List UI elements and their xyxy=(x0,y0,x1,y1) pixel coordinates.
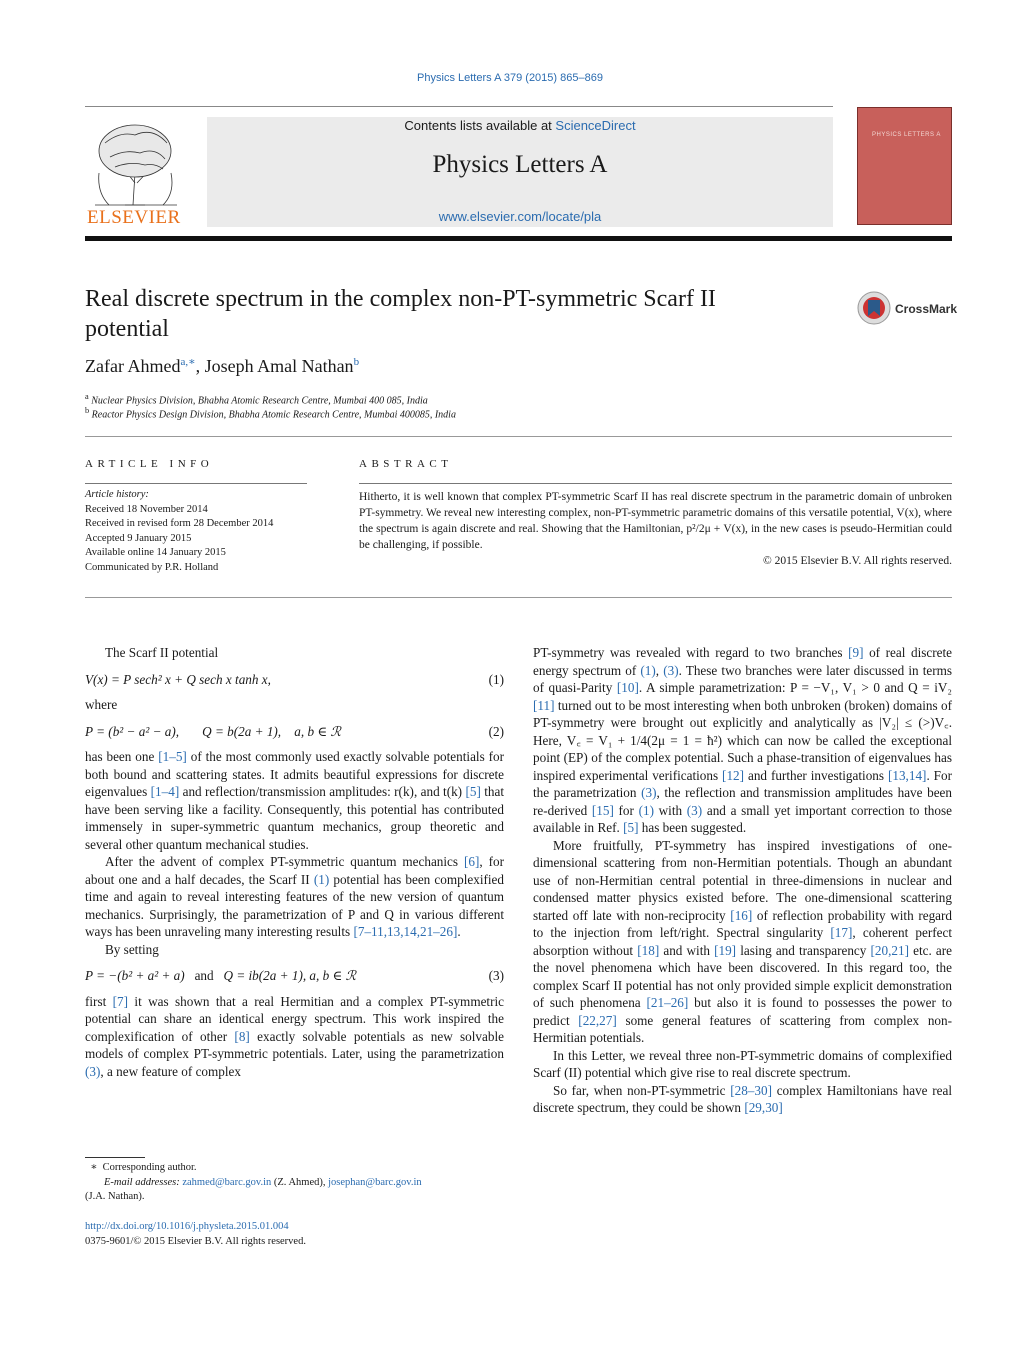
corresponding-author-note: ∗ Corresponding author. xyxy=(90,1162,197,1173)
citation-link[interactable]: [5] xyxy=(465,784,481,799)
equation-number: (3) xyxy=(488,968,504,983)
article-info-heading: ARTICLE INFO xyxy=(85,458,214,470)
body-left-column xyxy=(85,644,504,1080)
author-list xyxy=(85,355,359,377)
paragraph: In this Letter, we reveal three non-PT-symmetric domains of complexified Scarf (II) potential which give rise to real discrete spectrum. xyxy=(533,1047,952,1080)
citation-link[interactable]: [17] xyxy=(830,925,853,940)
affiliation-label: a xyxy=(85,392,89,401)
affiliation-b xyxy=(85,406,456,420)
author-affiliation-marker[interactable]: a,∗ xyxy=(180,356,196,368)
equation-number: (2) xyxy=(488,723,504,739)
affiliation-label: b xyxy=(85,406,90,415)
journal-title: Physics Letters A xyxy=(432,151,608,178)
paper-title: Real discrete spectrum in the complex non-PT-symmetric Scarf II potential xyxy=(85,286,716,342)
citation-link[interactable]: [16] xyxy=(730,907,753,923)
section-rule xyxy=(85,597,952,598)
doi-link[interactable]: http://dx.doi.org/10.1016/j.physleta.2015.01.004 xyxy=(85,1221,289,1232)
paragraph: So far, when non-PT-symmetric [28–30] complex Hamiltonians have real discrete spectrum, they could be shown [29,30] xyxy=(533,1082,953,1115)
history-label: Article history: xyxy=(85,489,149,500)
citation-link[interactable]: [6] xyxy=(463,854,480,869)
crossmark-icon xyxy=(856,290,892,326)
issn-line: 0375-9601/© 2015 Elsevier B.V. All rights reserved. xyxy=(85,1235,306,1247)
journal-reference[interactable]: Physics Letters A 379 (2015) 865–869 xyxy=(417,72,603,84)
paragraph: first [7] it was shown that a real Hermitian and a complex PT-symmetric potential can share an identical energy spectrum. This work inspired the complexification of other [8] exactly solvable potentials as new solvable models of complex PT-symmetric potentials. Later, using the parametrization (3), a new feature of complex xyxy=(85,993,504,1079)
history-revised: Received in revised form 28 December 2014 xyxy=(85,518,274,529)
paragraph: has been one [1–5] of the most commonly used exactly solvable potentials for both bound and scattering states. It admits beautiful expressions for discrete eigenvalues [1–4] and reflection/transmission amplitudes: r(k), and t(k) [5] that have been serving like a facility. Consequently, this potential has contributed immensely in super-symmetric quantum mechanics, group theoretic and several other quantum mechanical studies. xyxy=(85,749,505,852)
citation-link[interactable]: [1–4] xyxy=(150,784,180,799)
citation-link[interactable]: [1–5] xyxy=(158,749,187,764)
equation-3 xyxy=(85,967,504,985)
citation-link[interactable]: [22,27] xyxy=(578,1012,617,1028)
equation-link[interactable]: (1) xyxy=(638,802,654,818)
citation-link[interactable]: [7] xyxy=(112,993,129,1009)
equation-text: P = (b² − a² − a), Q = b(2a + 1), a, b ∈ ℛ xyxy=(85,723,341,739)
author-name[interactable]: Joseph Amal Nathan xyxy=(204,356,354,376)
article-history xyxy=(85,488,315,575)
citation-link[interactable]: [13,14] xyxy=(887,767,927,783)
article-info-rule xyxy=(85,483,307,484)
contents-prefix: Contents lists available at xyxy=(404,118,556,133)
email-link[interactable]: josephan@barc.gov.in xyxy=(328,1176,422,1188)
header-thick-rule xyxy=(85,236,952,241)
footnotes xyxy=(85,1161,504,1205)
equation-link[interactable]: (1) xyxy=(640,662,656,678)
citation-link[interactable]: [19] xyxy=(714,942,737,958)
paragraph: After the advent of complex PT-symmetric quantum mechanics [6], for about one and a half decades, the Scarf II (1) potential has been complexified time and again to reveal interesting features of the new version of quantum mechanics. Surprisingly, the parametrization of P and Q in various different ways has been unraveling many interesting results [7–11,13,14,21–26]. xyxy=(85,854,505,939)
citation-link[interactable]: [20,21] xyxy=(870,942,909,958)
equation-link[interactable]: (3) xyxy=(641,785,657,800)
affiliation-text: Reactor Physics Design Division, Bhabha Atomic Research Centre, Mumbai 400085, India xyxy=(91,409,456,421)
email-note: E-mail addresses: zahmed@barc.gov.in (Z. Ahmed), josephan@barc.gov.in xyxy=(104,1176,422,1188)
cover-title: PHYSICS LETTERS A xyxy=(872,132,941,138)
equation-number: (1) xyxy=(488,671,504,687)
abstract-rule xyxy=(359,483,952,484)
equation-link[interactable]: (3) xyxy=(663,662,679,678)
email-note-continued: (J.A. Nathan). xyxy=(85,1191,145,1202)
abstract-text: Hitherto, it is well known that complex PT-symmetric Scarf II has real discrete spectrum in the parametric domain of unbroken PT-symmetry. We reveal new interesting complex, non-PT-symmetric parametric domains of this versatile potential, V(x), where the spectrum is again discrete and real. Showing that the Hamiltonian, p²/2μ + V(x), in the new cases is pseudo-Hermitian could be challenging, if possible. xyxy=(359,491,952,551)
citation-link[interactable]: [12] xyxy=(722,767,745,783)
history-communicated: Communicated by P.R. Holland xyxy=(85,561,219,573)
author-separator: , xyxy=(195,356,205,376)
email-link[interactable]: zahmed@barc.gov.in xyxy=(182,1176,272,1188)
author-name[interactable]: Zafar Ahmed xyxy=(85,356,181,376)
paragraph: More fruitfully, PT-symmetry has inspired investigations of one-dimensional scattering from non-Hermitian potentials. Though an abundant use of non-Hermitian central potential in three-dimensions in nuclear and condensed matter physics existed before. The one-dimensional scattering started off late with non-reciprocity [16] of reflection probability with regard to the injection from left/right. Spectral singularity [17], coherent perfect absorption without [18] and with [19] lasing and transparency [20,21] etc. are the novel phenomena which have been discovered. In this regard too, the complex Scarf II potential has not only provided simple explicit demonstration of such phenomena [21–26] but also it is found to possesses the power to predict [22,27] some general features of scattering from complex non-Hermitian potentials. xyxy=(533,837,953,1045)
paragraph: The Scarf II potential xyxy=(105,645,219,660)
journal-masthead xyxy=(207,117,833,227)
section-rule xyxy=(85,436,952,437)
history-received: Received 18 November 2014 xyxy=(85,503,208,515)
author-affiliation-marker[interactable]: b xyxy=(353,356,360,368)
footnote-rule xyxy=(85,1157,145,1158)
sciencedirect-link[interactable]: ScienceDirect xyxy=(555,118,636,133)
journal-url-link[interactable]: www.elsevier.com/locate/pla xyxy=(438,209,602,224)
equation-text: P = −(b² + a² + a) and Q = ib(2a + 1), a, b ∈ ℛ xyxy=(85,968,357,983)
citation-link[interactable]: [5] xyxy=(623,820,639,835)
citation-link[interactable]: [28–30] xyxy=(730,1082,772,1098)
elsevier-logo xyxy=(85,113,190,228)
equation-text: V(x) = P sech² x + Q sech x tanh x, xyxy=(85,671,271,687)
crossmark-badge[interactable] xyxy=(856,290,956,330)
contents-line xyxy=(207,118,833,133)
elsevier-tree-icon xyxy=(85,113,190,228)
paragraph: where xyxy=(85,697,118,712)
citation-link[interactable]: [10] xyxy=(616,680,639,695)
abstract-copyright: © 2015 Elsevier B.V. All rights reserved. xyxy=(763,555,952,567)
abstract-heading: ABSTRACT xyxy=(359,458,453,470)
citation-link[interactable]: [11] xyxy=(533,697,555,713)
citation-link[interactable]: [9] xyxy=(848,645,864,660)
doi-block xyxy=(85,1220,306,1249)
body-right-column xyxy=(533,644,952,1117)
equation-1 xyxy=(85,671,504,689)
affiliation-a xyxy=(85,392,428,406)
citation-link[interactable]: [29,30] xyxy=(744,1100,783,1115)
paragraph: By setting xyxy=(105,941,159,957)
citation-link[interactable]: [18] xyxy=(637,942,660,958)
paragraph: PT-symmetry was revealed with regard to two branches [9] of real discrete energy spectrum of (1), (3). These two branches were later discussed in terms of quasi-Parity [10]. A simple parametrization: P = −V₁, V₁ > 0 and Q = iV₂ [11] turned out to be most interesting when both unbroken (broken) domains of PT-symmetry were brought out explicitly and analytically as |V₂| ≤ (>)V꜀. Here, V꜀ = V₁ + 1/4(2μ = 1 = ħ²) which can now be called the exceptional point (EP) of the complex potential. Such a phase-transition of eigenvalues has inspired experimental verifications [12] and further investigations [13,14]. For the parametrization (3), the reflection and transmission amplitudes have been re-derived [15] for (1) with (3) and a small yet important correction to those available in Ref. [5] has been suggested. xyxy=(533,645,953,835)
equation-2 xyxy=(85,723,504,741)
equation-link[interactable]: (1) xyxy=(313,871,330,887)
history-accepted: Accepted 9 January 2015 xyxy=(85,532,192,544)
abstract-body xyxy=(359,489,952,569)
citation-link[interactable]: [15] xyxy=(591,802,614,818)
crossmark-label: CrossMark xyxy=(895,302,958,316)
header-rule xyxy=(85,106,833,107)
journal-cover xyxy=(857,107,952,225)
equation-link[interactable]: (3) xyxy=(686,802,703,818)
history-online: Available online 14 January 2015 xyxy=(85,547,226,558)
elsevier-wordmark: ELSEVIER xyxy=(87,207,181,228)
citation-link[interactable]: [21–26] xyxy=(646,995,689,1010)
affiliation-text: Nuclear Physics Division, Bhabha Atomic Research Centre, Mumbai 400 085, India xyxy=(91,395,428,407)
citation-link[interactable]: [8] xyxy=(234,1028,250,1044)
equation-link[interactable]: (3) xyxy=(85,1063,101,1079)
citation-link[interactable]: [7–11,13,14,21–26] xyxy=(353,924,458,939)
